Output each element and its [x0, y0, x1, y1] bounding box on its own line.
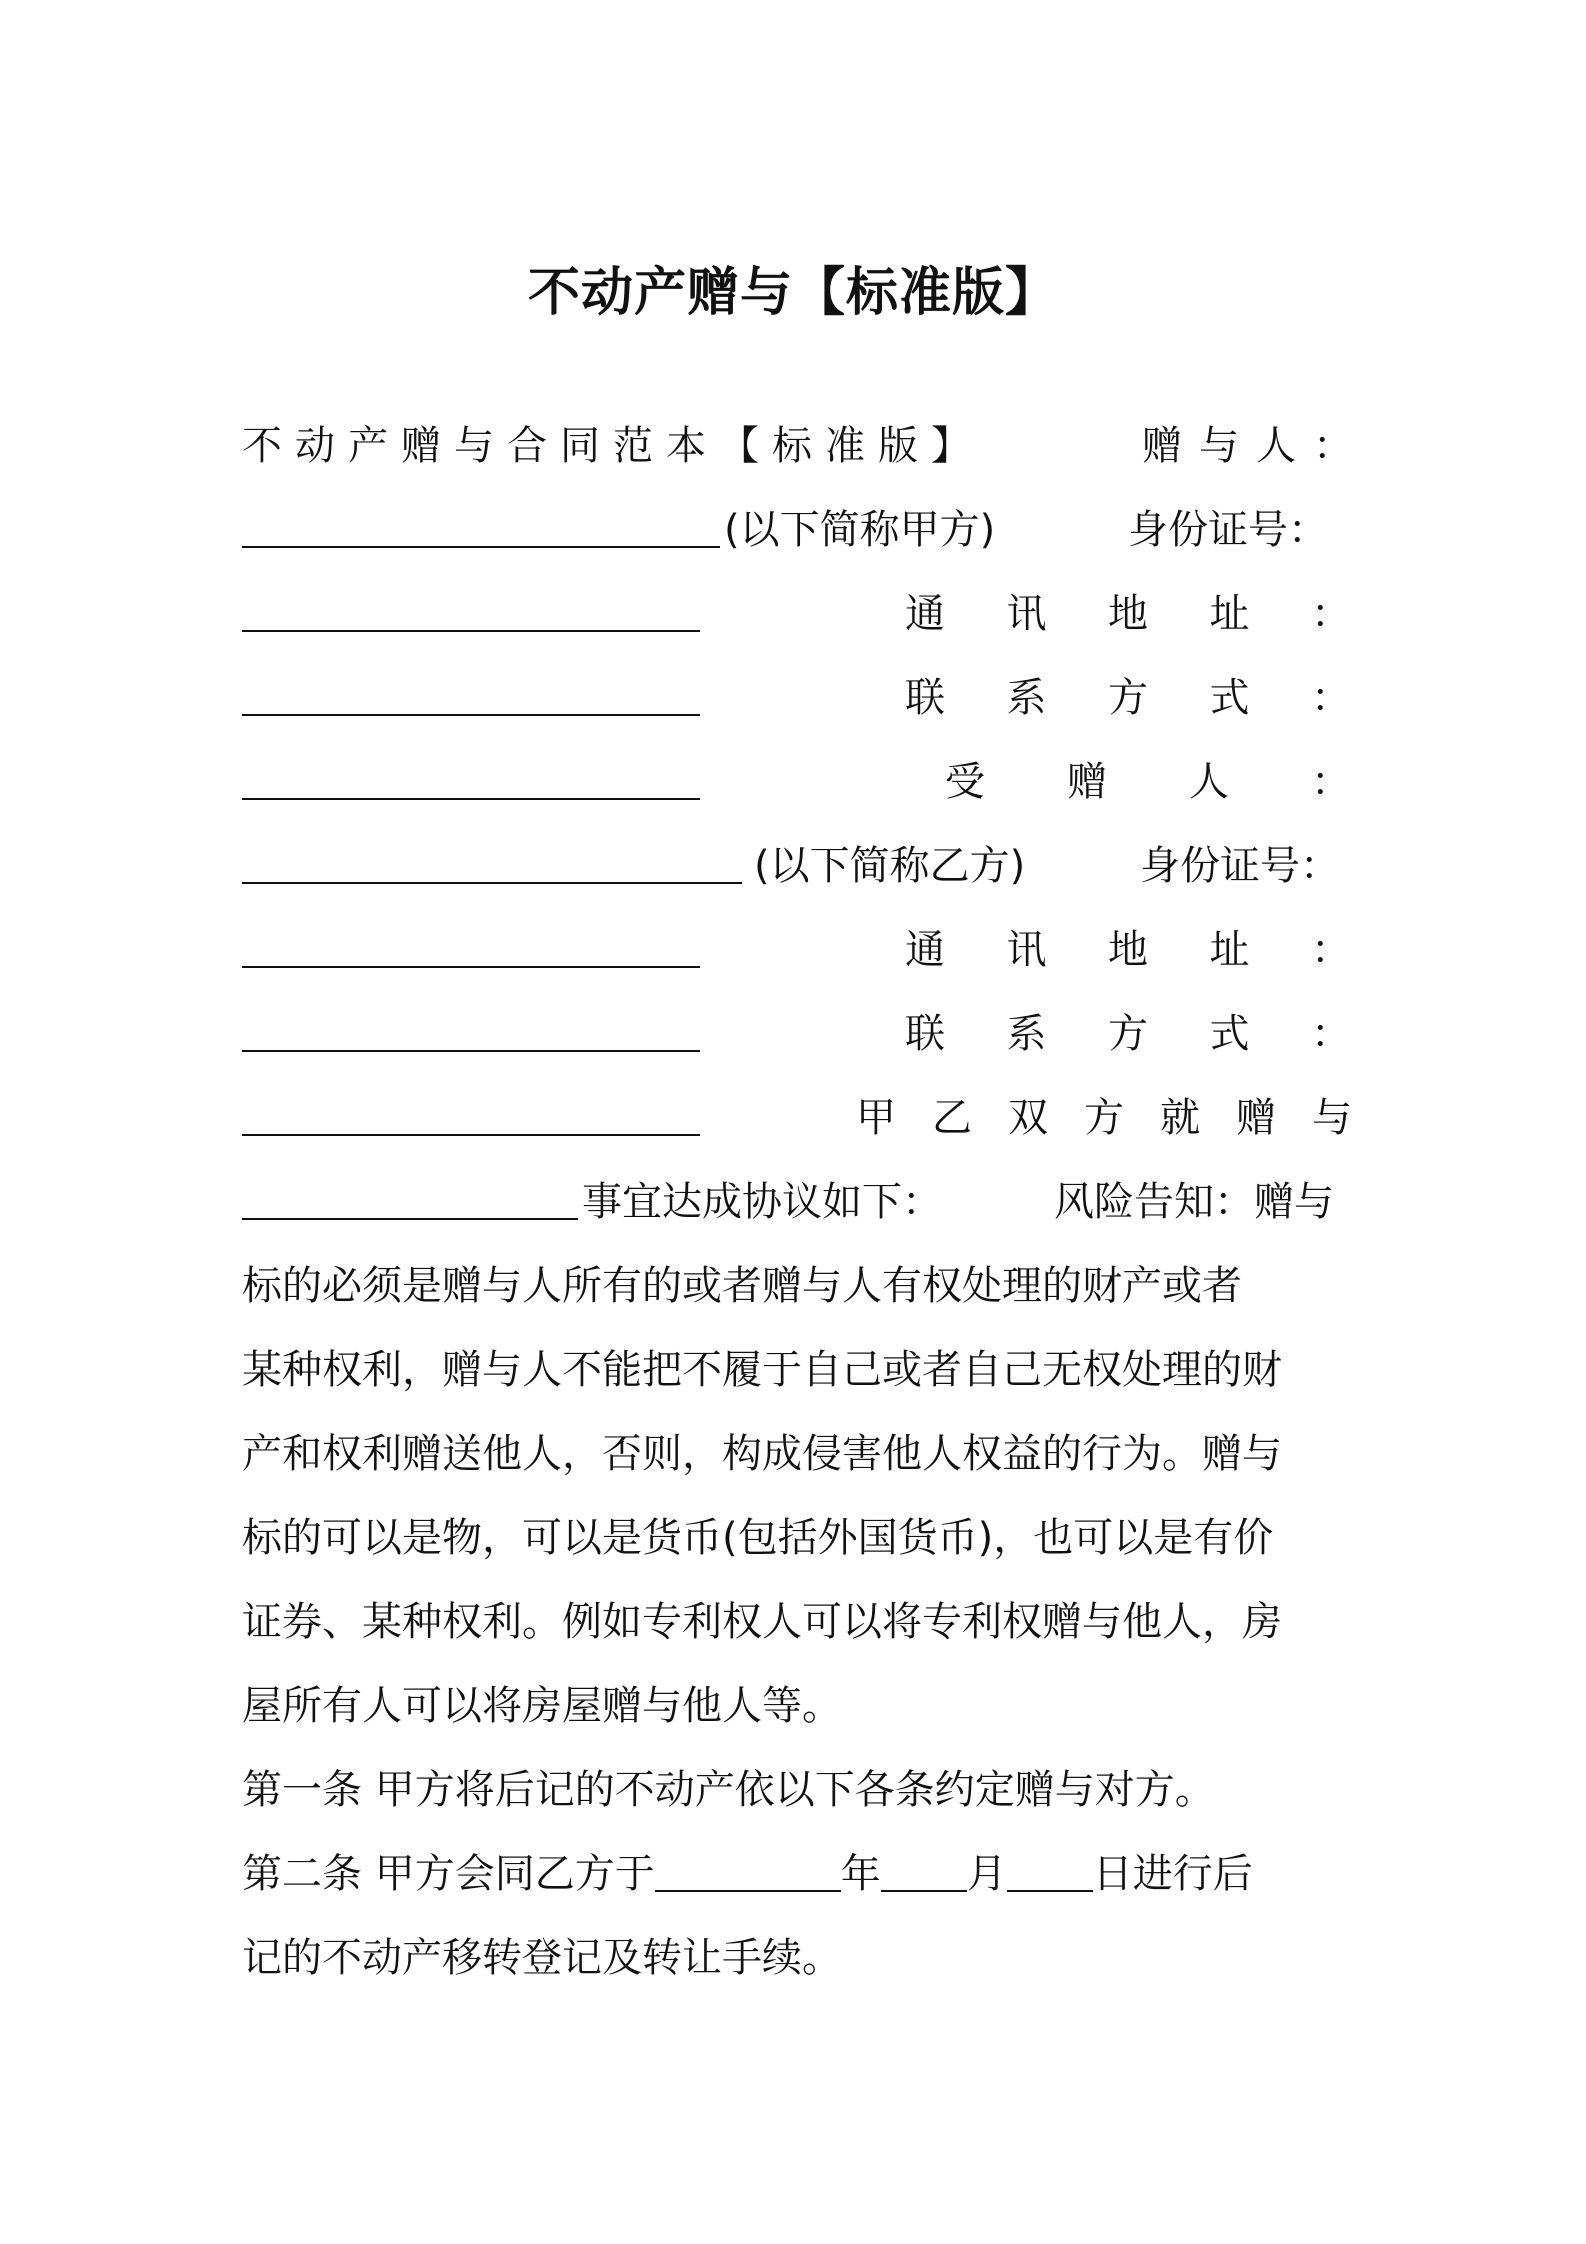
- risk-line: 某种权利，赠与人不能把不履于自己或者自己无权处理的财: [242, 1347, 1282, 1393]
- donee-abbrev: (以下简称乙方): [754, 843, 1026, 889]
- risk-paragraph: [242, 1244, 1352, 1748]
- donor-contact-row: [242, 740, 1352, 824]
- document-title: 不动产赠与【标准版】: [527, 263, 1058, 323]
- donee-address-blank: [242, 992, 700, 1076]
- header-row: [242, 404, 1370, 488]
- article-1: [242, 1748, 1352, 1832]
- donee-address-row: [242, 992, 1352, 1076]
- risk-line: 标的必须是赠与人所有的或者赠与人有权处理的财产或者: [242, 1263, 1242, 1309]
- article-2-line-1: [242, 1832, 1352, 1916]
- donee-id-label: 身份证号：: [1140, 843, 1340, 889]
- contract-name: 不动产赠与合同范本【标准版】: [242, 423, 984, 469]
- year-label: 年: [840, 1851, 881, 1897]
- article-1-text: 第一条 甲方将后记的不动产依以下各条约定赠与对方。: [242, 1767, 1215, 1813]
- month-label: 月: [966, 1851, 1007, 1897]
- donor-contact-label: 联 系 方 式 ：: [905, 675, 1351, 721]
- donor-id-row: [242, 572, 1352, 656]
- donee-contact-blank: [242, 1076, 700, 1160]
- donor-name-blank: [242, 488, 720, 572]
- risk-label: 风险告知：赠与: [1054, 1179, 1334, 1225]
- article-2: [242, 1832, 1352, 2000]
- donor-name-row: [242, 488, 1352, 572]
- donor-label: 赠与人：: [1142, 423, 1370, 469]
- day-blank: [1007, 1832, 1093, 1892]
- agreement-intro: 甲 乙 双 方 就 赠 与: [856, 1095, 1352, 1141]
- agreement-row: [242, 1160, 1352, 1244]
- donee-contact-label: 联 系 方 式 ：: [905, 1011, 1351, 1057]
- agreement-rest: 事宜达成协议如下：: [582, 1179, 942, 1225]
- risk-line: 证券、某种权利。例如专利权人可以将专利权赠与他人，房: [242, 1599, 1282, 1645]
- donee-id-blank: [242, 908, 700, 992]
- article-2-prefix: 第二条 甲方会同乙方于: [242, 1851, 655, 1897]
- donor-id-label: 身份证号：: [1128, 507, 1328, 553]
- donor-abbrev: (以下简称甲方): [724, 507, 996, 553]
- donor-address-blank: [242, 656, 700, 740]
- year-blank: [655, 1832, 841, 1892]
- donee-name-blank: [242, 824, 742, 908]
- risk-line: 产和权利赠送他人，否则，构成侵害他人权益的行为。赠与: [242, 1431, 1282, 1477]
- donee-label: 受 赠 人 ：: [945, 759, 1351, 805]
- article-2-line-2: 记的不动产移转登记及转让手续。: [242, 1935, 842, 1981]
- subject-blank: [242, 1160, 578, 1244]
- donee-contact-row: [242, 1076, 1352, 1160]
- month-blank: [881, 1832, 967, 1892]
- risk-line: 标的可以是物，可以是货币(包括外国货币)，也可以是有价: [242, 1515, 1274, 1561]
- risk-line: 屋所有人可以将房屋赠与他人等。: [242, 1683, 842, 1729]
- donee-name-row: [242, 824, 1352, 908]
- donor-id-blank: [242, 572, 700, 656]
- donor-address-label: 通 讯 地 址 ：: [905, 591, 1351, 637]
- day-label: 日进行后: [1092, 1851, 1253, 1897]
- donee-id-row: [242, 908, 1352, 992]
- donee-address-label: 通 讯 地 址 ：: [905, 927, 1351, 973]
- donor-contact-blank: [242, 740, 700, 824]
- donor-address-row: [242, 656, 1352, 740]
